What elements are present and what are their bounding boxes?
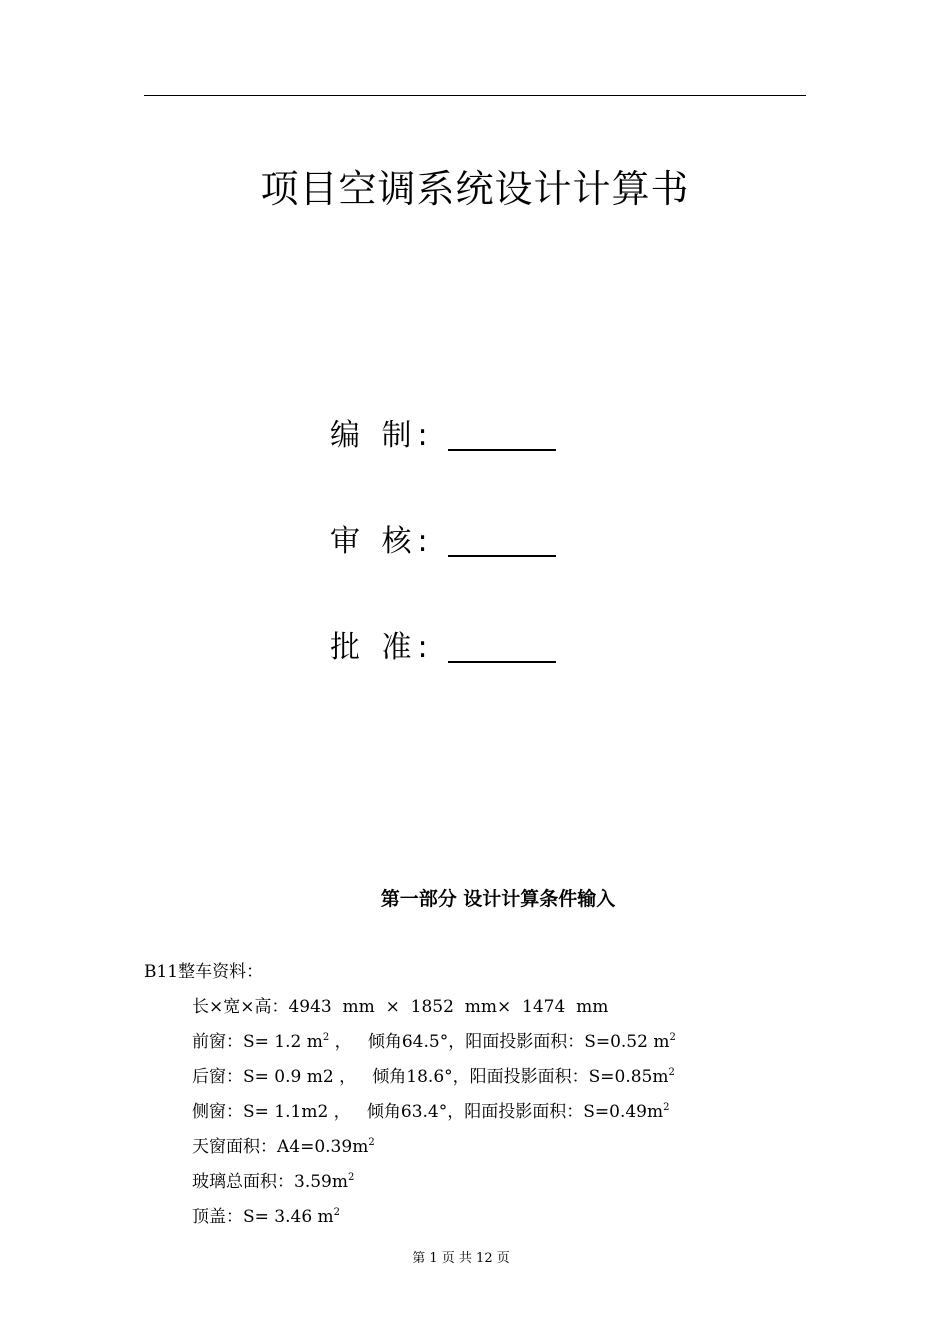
- front-window-line: [192, 1027, 676, 1052]
- signature-row-reviewer: [330, 516, 556, 560]
- skylight-text: 天窗面积：A4=0.39m: [192, 1137, 369, 1157]
- header-rule: [144, 95, 806, 96]
- front-window-area-sup: 2: [322, 1032, 330, 1043]
- signature-label: 编 制:: [330, 418, 434, 453]
- page-footer: 第 1 页 共 12 页: [412, 1251, 510, 1266]
- signature-row-compiler: [330, 410, 556, 454]
- signature-row-approver: [330, 622, 556, 666]
- side-window-line: [192, 1097, 669, 1122]
- signature-label: 审 核:: [330, 524, 434, 559]
- rear-window-line: [192, 1062, 675, 1087]
- vehicle-intro: B11整车资料：: [144, 962, 264, 982]
- front-window-proj-sup: 2: [669, 1032, 676, 1043]
- signature-blank: [448, 448, 556, 451]
- front-window-detail: ， 倾角64.5°，阳面投影面积：S=0.52 m: [329, 1032, 670, 1052]
- skylight-line: [192, 1132, 375, 1157]
- side-window-sup: 2: [663, 1102, 670, 1113]
- roof-text: 顶盖：S= 3.46 m: [192, 1207, 334, 1227]
- glass-total-sup: 2: [347, 1172, 355, 1183]
- glass-total-text: 玻璃总面积：3.59m: [192, 1172, 348, 1192]
- side-window-text: 侧窗：S= 1.1m2 ， 倾角63.4°，阳面投影面积：S=0.49m: [192, 1102, 664, 1122]
- document-title: 项目空调系统设计计算书: [260, 167, 690, 211]
- signature-blank: [448, 660, 556, 663]
- signature-blank: [448, 554, 556, 557]
- vehicle-dimensions: 长×宽×高：4943 mm × 1852 mm× 1474 mm: [192, 997, 609, 1017]
- skylight-sup: 2: [368, 1137, 375, 1148]
- rear-window-text: 后窗：S= 0.9 m2 ， 倾角18.6°，阳面投影面积：S=0.85m: [192, 1067, 669, 1087]
- front-window-area: 前窗：S= 1.2 m: [192, 1032, 323, 1052]
- glass-total-line: [192, 1167, 354, 1192]
- roof-line: [192, 1202, 340, 1227]
- roof-sup: 2: [333, 1207, 341, 1218]
- signature-label: 批 准:: [330, 630, 434, 665]
- rear-window-sup: 2: [668, 1067, 675, 1078]
- section-heading: 第一部分 设计计算条件输入: [380, 888, 616, 910]
